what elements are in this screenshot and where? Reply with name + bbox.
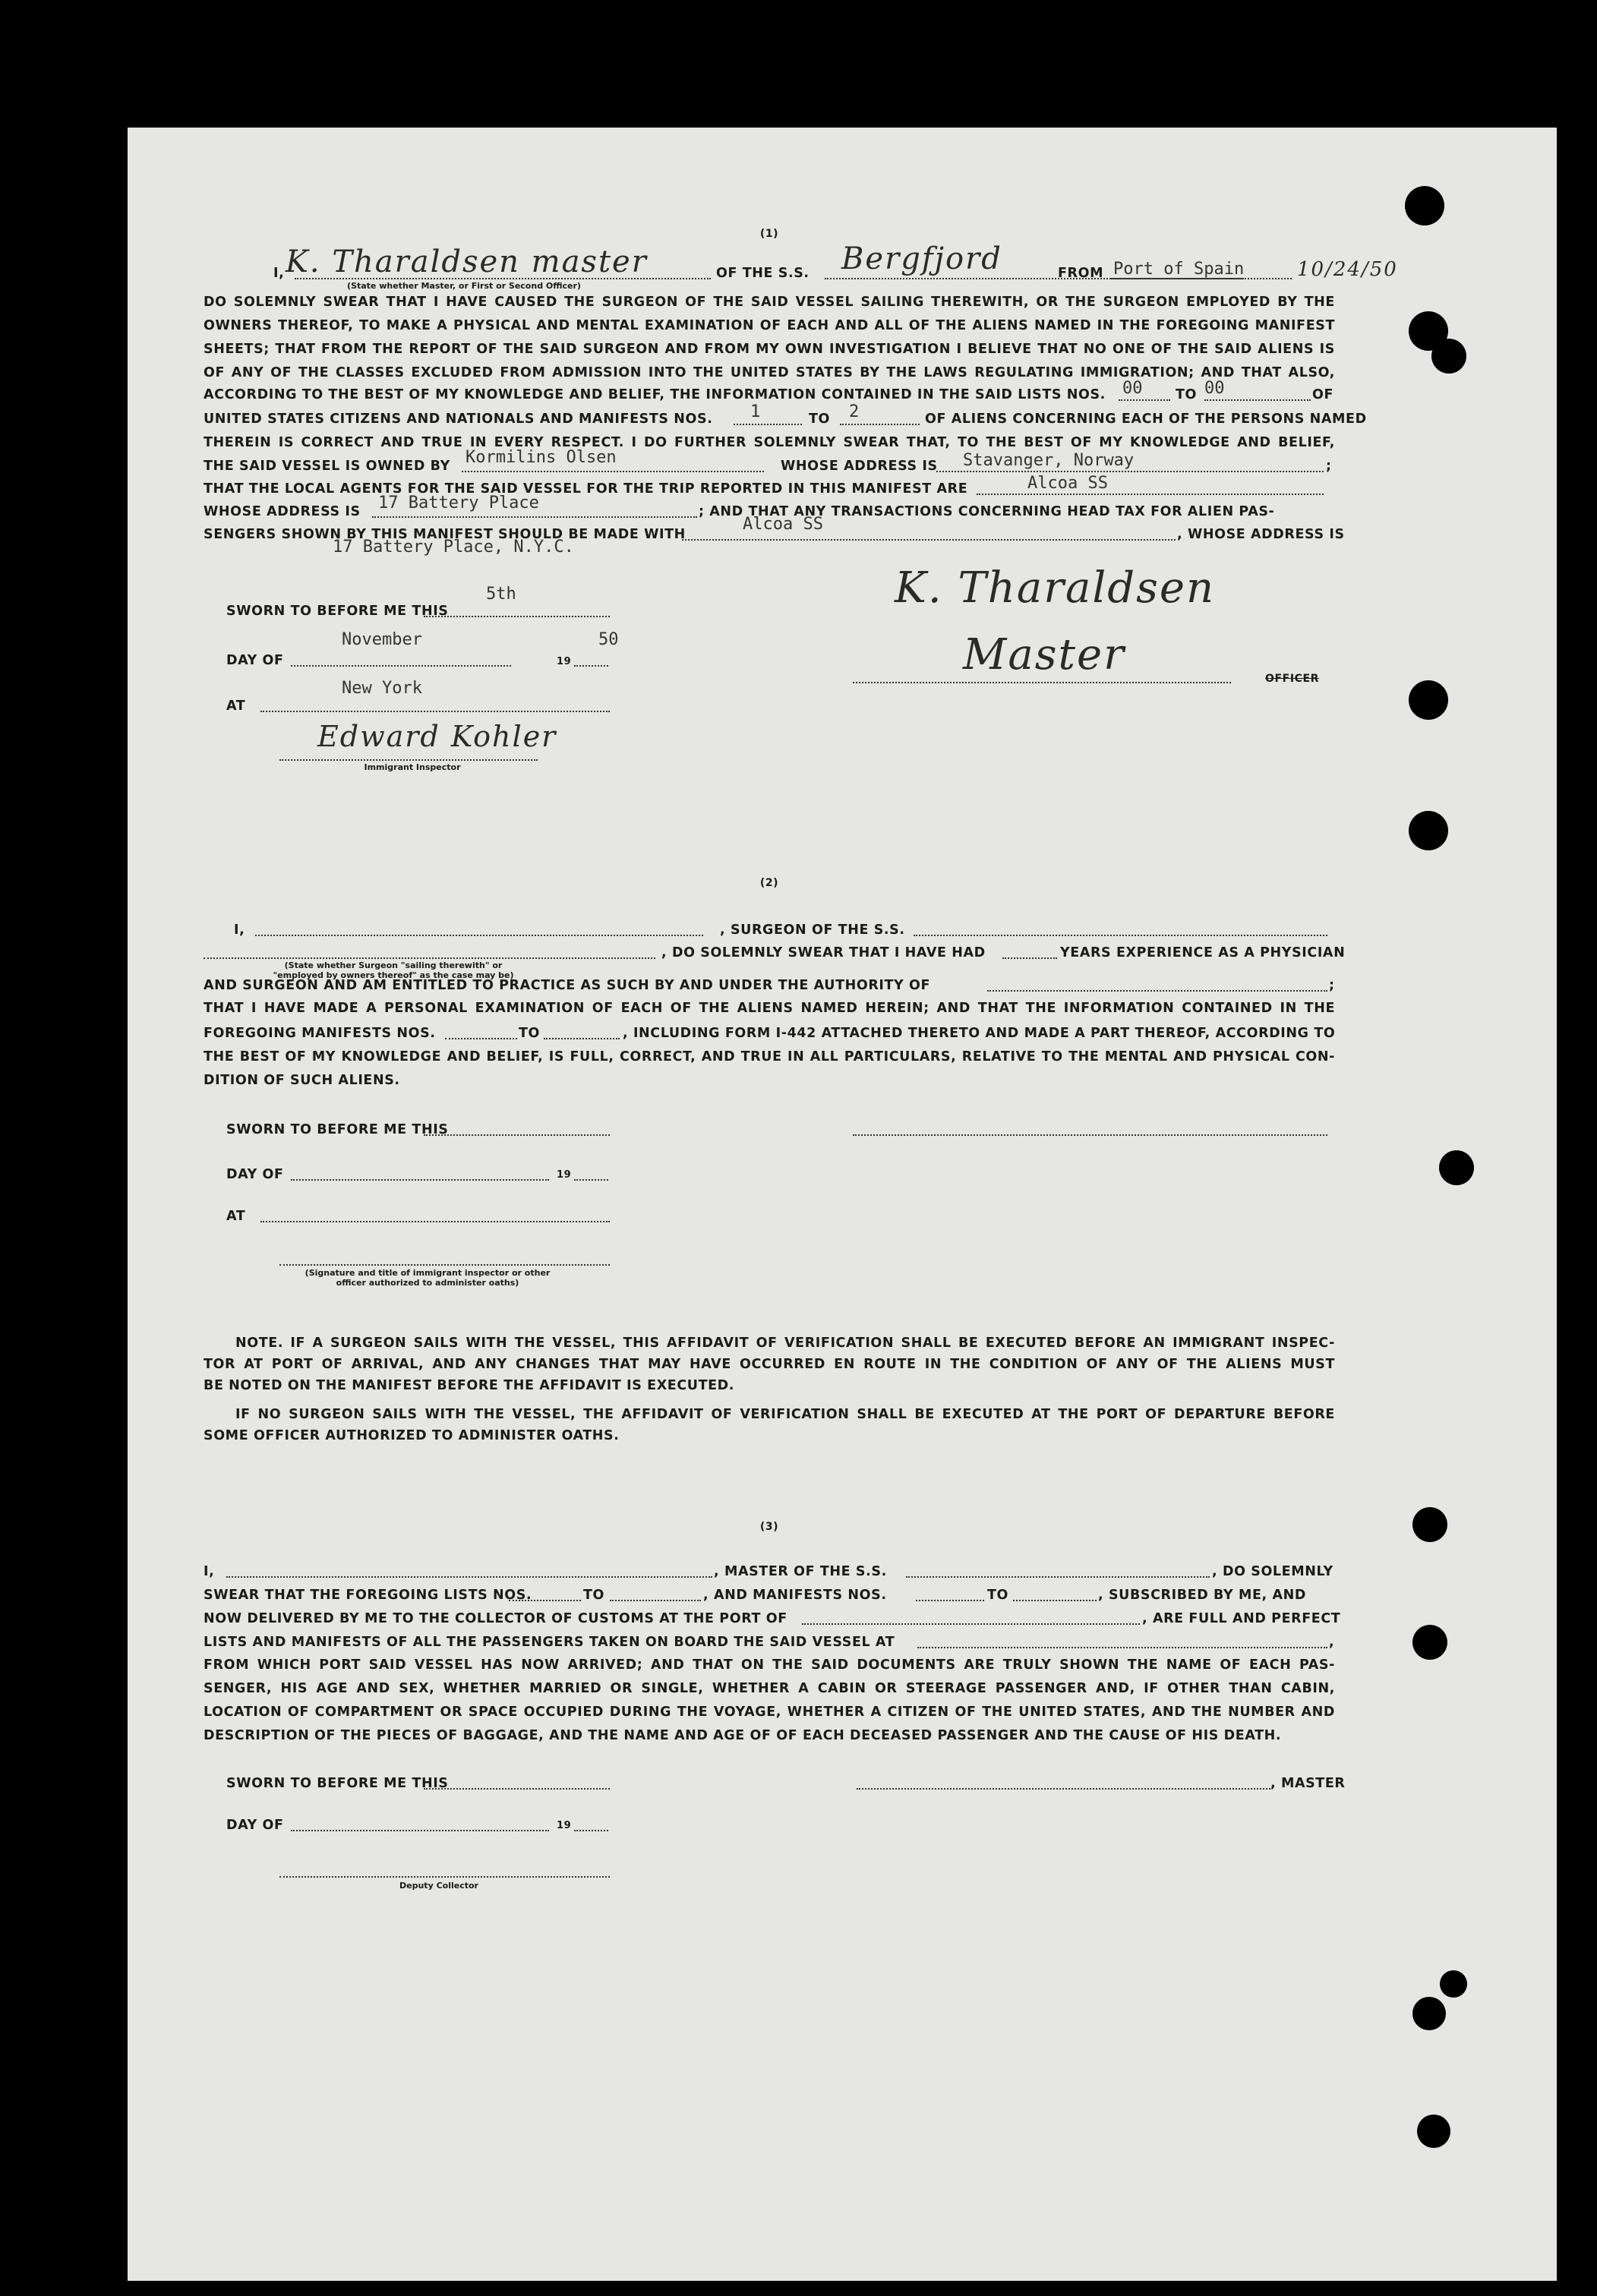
tax-address-typed: 17 Battery Place, N.Y.C. xyxy=(333,538,574,557)
owner-typed: Kormilins Olsen xyxy=(466,448,617,467)
l2-to2: TO xyxy=(987,1588,1009,1603)
section-3 xyxy=(204,1521,1346,1916)
owned-text-b: WHOSE ADDRESS IS xyxy=(781,459,938,474)
master-signature: K. Tharaldsen xyxy=(895,563,1216,613)
at-label: AT xyxy=(226,1209,246,1224)
paragraph-line: SENGER, HIS AGE AND SEX, WHETHER MARRIED OR SINGLE, WHETHER A CABIN OR STEERAGE PASSENGER AND, IF OTHER THAN CABIN, xyxy=(204,1681,1335,1696)
at-line xyxy=(260,1221,610,1222)
paragraph-line: DITION OF SUCH ALIENS. xyxy=(204,1073,400,1088)
signature-line xyxy=(853,682,1231,683)
line5-a: FOREGOING MANIFESTS NOS. xyxy=(204,1026,436,1041)
lists-from-line xyxy=(509,1600,581,1601)
tax-agent-line xyxy=(682,539,1176,541)
surgeon-state-note: (State whether Surgeon "sailing therewith" or "employed by owners thereof" as the case may be) xyxy=(273,960,514,980)
at-label: AT xyxy=(226,699,246,714)
note-line: SOME OFFICER AUTHORIZED TO ADMINISTER OATHS. xyxy=(204,1428,620,1443)
master-of-label: , MASTER OF THE S.S. xyxy=(714,1564,887,1579)
semicolon: ; xyxy=(1326,459,1332,474)
section-1 xyxy=(204,228,1398,805)
authority-line xyxy=(987,990,1327,992)
date-handwritten: 10/24/50 xyxy=(1297,258,1398,281)
label-i: I, xyxy=(234,922,245,938)
l2-b: , AND MANIFESTS NOS. xyxy=(703,1588,887,1603)
owned-text: THE SAID VESSEL IS OWNED BY xyxy=(204,459,450,474)
section-number: (3) xyxy=(759,1521,779,1533)
paragraph-line: THAT I HAVE MADE A PERSONAL EXAMINATION OF EACH OF THE ALIENS NAMED HEREIN; AND THAT THE INFORMATION CONTAINED IN THE xyxy=(204,1001,1335,1016)
swear-text-a: , DO SOLEMNLY SWEAR THAT I HAVE HAD xyxy=(661,945,986,960)
manifest-to: 2 xyxy=(849,402,860,421)
master-name-handwritten: K. Tharaldsen master xyxy=(286,244,648,279)
paragraph-line: THE BEST OF MY KNOWLEDGE AND BELIEF, IS FULL, CORRECT, AND TRUE IN ALL PARTICULARS, RELATIVE TO THE MENTAL AND PHYSICAL CON- xyxy=(204,1049,1335,1064)
punch-hole xyxy=(1405,186,1444,226)
day-of-label: DAY OF xyxy=(226,1167,284,1182)
note-line: TOR AT PORT OF ARRIVAL, AND ANY CHANGES THAT MAY HAVE OCCURRED EN ROUTE IN THE CONDITION OF ANY OF THE ALIENS MUST xyxy=(204,1357,1335,1372)
inspector-sig-line xyxy=(279,1264,610,1266)
label-to: TO xyxy=(1176,387,1198,402)
manifests-to-line xyxy=(1013,1600,1097,1601)
agents-typed: Alcoa SS xyxy=(1027,474,1108,493)
owner-line xyxy=(462,471,764,472)
year-line xyxy=(574,1179,608,1181)
year-line xyxy=(574,1830,608,1831)
manifests-from-line xyxy=(916,1600,984,1601)
sworn-label: SWORN TO BEFORE ME THIS xyxy=(226,1776,449,1791)
month-line xyxy=(291,665,511,667)
label-to: TO xyxy=(809,412,831,427)
paragraph-line: SHEETS; THAT FROM THE REPORT OF THE SAID SURGEON AND FROM MY OWN INVESTIGATION I BELIEVE THAT NO ONE OF THE SAID ALIENS IS xyxy=(204,342,1335,357)
section-number: (2) xyxy=(759,877,779,889)
master-name-line xyxy=(226,1576,712,1578)
manifest-to-line xyxy=(840,424,920,425)
port-typed: Port of Spain xyxy=(1113,260,1245,279)
paragraph-line: DO SOLEMNLY SWEAR THAT I HAVE CAUSED THE SURGEON OF THE SAID VESSEL SAILING THEREWITH, OR THE SURGEON EMPLOYED BY THE xyxy=(204,295,1335,310)
agent-address-typed: 17 Battery Place xyxy=(378,494,539,512)
month-typed: November xyxy=(342,630,422,649)
sworn-label: SWORN TO BEFORE ME THIS xyxy=(226,1122,449,1137)
years-line xyxy=(1002,957,1057,959)
list-to-line xyxy=(1204,399,1311,401)
place-line xyxy=(260,711,610,712)
inspector-signature: Edward Kohler xyxy=(317,720,557,753)
list-from-line xyxy=(1119,399,1170,401)
semicolon: ; xyxy=(1329,978,1335,993)
l3-b: , ARE FULL AND PERFECT xyxy=(1142,1611,1341,1626)
punch-hole xyxy=(1440,1970,1467,1998)
owner-address-typed: Stavanger, Norway xyxy=(963,451,1135,470)
paragraph-line: THEREIN IS CORRECT AND TRUE IN EVERY RESPECT. I DO FURTHER SOLEMNLY SWEAR THAT, TO THE BEST OF MY KNOWLEDGE AND BELIEF, xyxy=(204,435,1335,450)
owner-address-line xyxy=(936,471,1324,472)
nineteen: 19 xyxy=(557,1820,572,1831)
deputy-label: Deputy Collector xyxy=(399,1881,478,1891)
agent-address-line xyxy=(372,516,697,518)
day-of-line xyxy=(291,1179,549,1181)
inspector-line xyxy=(279,759,538,761)
agents-text: THAT THE LOCAL AGENTS FOR THE SAID VESSEL FOR THE TRIP REPORTED IN THIS MANIFEST ARE xyxy=(204,481,968,497)
master-title-signature: Master xyxy=(963,630,1125,680)
l2-to: TO xyxy=(583,1588,605,1603)
note-line: NOTE. IF A SURGEON SAILS WITH THE VESSEL, THIS AFFIDAVIT OF VERIFICATION SHALL BE EXECUTED BEFORE AN IMMIGRANT INSPEC- xyxy=(235,1336,1335,1351)
l2-a: SWEAR THAT THE FOREGOING LISTS NOS. xyxy=(204,1588,532,1603)
surgeon-of-label: , SURGEON OF THE S.S. xyxy=(720,922,905,938)
nineteen: 19 xyxy=(557,1169,572,1181)
punch-hole xyxy=(1412,1997,1446,2030)
according-text: ACCORDING TO THE BEST OF MY KNOWLEDGE AND BELIEF, THE INFORMATION CONTAINED IN THE SAID LISTS NOS. xyxy=(204,387,1106,402)
state-note: (State whether Master, or First or Second Officer) xyxy=(347,281,581,291)
signature-line xyxy=(853,1134,1327,1136)
label-i: I, xyxy=(273,266,285,281)
label-of: OF xyxy=(1312,387,1334,402)
l2-c: , SUBSCRIBED BY ME, AND xyxy=(1098,1588,1307,1603)
united-text-b: OF ALIENS CONCERNING EACH OF THE PERSONS NAMED xyxy=(925,412,1367,427)
vessel-at-line xyxy=(917,1647,1327,1648)
sworn-day: 5th xyxy=(486,585,516,604)
section-number: (1) xyxy=(759,228,779,240)
list-from: 00 xyxy=(1122,379,1143,398)
master-sig-line xyxy=(857,1788,1270,1790)
year-line xyxy=(574,665,608,667)
sengers-text: SENGERS SHOWN BY THIS MANIFEST SHOULD BE MADE WITH xyxy=(204,527,686,542)
l4: LISTS AND MANIFESTS OF ALL THE PASSENGERS TAKEN ON BOARD THE SAID VESSEL AT xyxy=(204,1635,895,1650)
manifest-from-line xyxy=(734,424,802,425)
sworn-day-line xyxy=(424,616,610,617)
section-2 xyxy=(204,877,1346,1443)
manifest-from: 1 xyxy=(750,402,761,421)
surgeon-name-line xyxy=(255,935,703,936)
label-from: FROM xyxy=(1058,266,1104,281)
manifests-from-line xyxy=(445,1038,517,1039)
united-text: UNITED STATES CITIZENS AND NATIONALS AND MANIFESTS NOS. xyxy=(204,412,713,427)
line5-to: TO xyxy=(519,1026,541,1041)
punch-hole xyxy=(1409,680,1448,720)
sworn-line xyxy=(424,1788,610,1790)
punch-hole xyxy=(1412,1507,1447,1542)
day-of-label: DAY OF xyxy=(226,1818,284,1833)
paragraph-line: FROM WHICH PORT SAID VESSEL HAS NOW ARRIVED; AND THAT ON THE SAID DOCUMENTS ARE TRULY SHOWN THE NAME OF EACH PAS- xyxy=(204,1657,1335,1673)
vessel-handwritten: Bergfjord xyxy=(841,241,1002,276)
agents-line xyxy=(977,494,1324,495)
punch-hole xyxy=(1409,811,1448,850)
line5-b: , INCLUDING FORM I-442 ATTACHED THERETO AND MADE A PART THEREOF, ACCORDING TO xyxy=(623,1026,1336,1041)
sengers-text-b: , WHOSE ADDRESS IS xyxy=(1177,527,1345,542)
officer-label: OFFICER xyxy=(1265,673,1320,685)
label-of-the-ss: OF THE S.S. xyxy=(716,266,810,281)
paragraph-line: OWNERS THEREOF, TO MAKE A PHYSICAL AND MENTAL EXAMINATION OF EACH AND ALL OF THE ALIENS NAMED IN THE FOREGOING MANIFEST xyxy=(204,318,1335,333)
list-to: 00 xyxy=(1204,379,1225,398)
nineteen: 19 xyxy=(557,656,572,667)
inspector-label: Immigrant Inspector xyxy=(364,762,461,772)
whose-text: WHOSE ADDRESS IS xyxy=(204,504,361,519)
punch-hole xyxy=(1431,339,1466,374)
year-typed: 50 xyxy=(598,630,619,649)
do-solemnly: , DO SOLEMNLY xyxy=(1212,1564,1333,1579)
line3: AND SURGEON AND AM ENTITLED TO PRACTICE AS SUCH BY AND UNDER THE AUTHORITY OF xyxy=(204,978,931,993)
lists-to-line xyxy=(610,1600,701,1601)
l3-a: NOW DELIVERED BY ME TO THE COLLECTOR OF CUSTOMS AT THE PORT OF xyxy=(204,1611,787,1626)
comma: , xyxy=(1329,1635,1335,1650)
paragraph-line: OF ANY OF THE CLASSES EXCLUDED FROM ADMISSION INTO THE UNITED STATES BY THE LAWS REGULATING IMMIGRATION; AND THAT ALSO, xyxy=(204,365,1335,380)
master-label: , MASTER xyxy=(1270,1776,1346,1791)
swear-text-b: YEARS EXPERIENCE AS A PHYSICIAN xyxy=(1060,945,1346,960)
deputy-line xyxy=(279,1876,610,1878)
place-typed: New York xyxy=(342,679,422,698)
punch-hole xyxy=(1412,1625,1447,1660)
note-line: IF NO SURGEON SAILS WITH THE VESSEL, THE AFFIDAVIT OF VERIFICATION SHALL BE EXECUTED AT THE PORT OF DEPARTURE BEFORE xyxy=(235,1407,1335,1422)
punch-hole xyxy=(1417,2115,1450,2148)
sworn-label: SWORN TO BEFORE ME THIS xyxy=(226,604,449,619)
day-of-line xyxy=(291,1830,549,1831)
tax-agent-typed: Alcoa SS xyxy=(743,515,823,534)
whose-text-b: ; AND THAT ANY TRANSACTIONS CONCERNING HEAD TAX FOR ALIEN PAS- xyxy=(699,504,1275,519)
surgeon-vessel-line xyxy=(914,935,1327,936)
manifests-to-line xyxy=(544,1038,620,1039)
sig-note: (Signature and title of immigrant inspector or other officer authorized to administer oaths) xyxy=(305,1268,551,1288)
day-of-label: DAY OF xyxy=(226,653,284,668)
paragraph-line: DESCRIPTION OF THE PIECES OF BAGGAGE, AND THE NAME AND AGE OF OF EACH DECEASED PASSENGER AND THE CAUSE OF HIS DEATH. xyxy=(204,1728,1282,1743)
label-i: I, xyxy=(204,1564,215,1579)
vessel-line xyxy=(906,1576,1210,1578)
port-line xyxy=(802,1623,1140,1625)
paragraph-line: LOCATION OF COMPARTMENT OR SPACE OCCUPIED DURING THE VOYAGE, WHETHER A CITIZEN OF THE UNITED STATES, AND THE NUMBER AND xyxy=(204,1705,1335,1720)
sworn-line xyxy=(424,1134,610,1136)
note-line: BE NOTED ON THE MANIFEST BEFORE THE AFFIDAVIT IS EXECUTED. xyxy=(204,1378,735,1393)
surgeon-state-line xyxy=(204,957,655,959)
punch-hole xyxy=(1439,1150,1474,1185)
